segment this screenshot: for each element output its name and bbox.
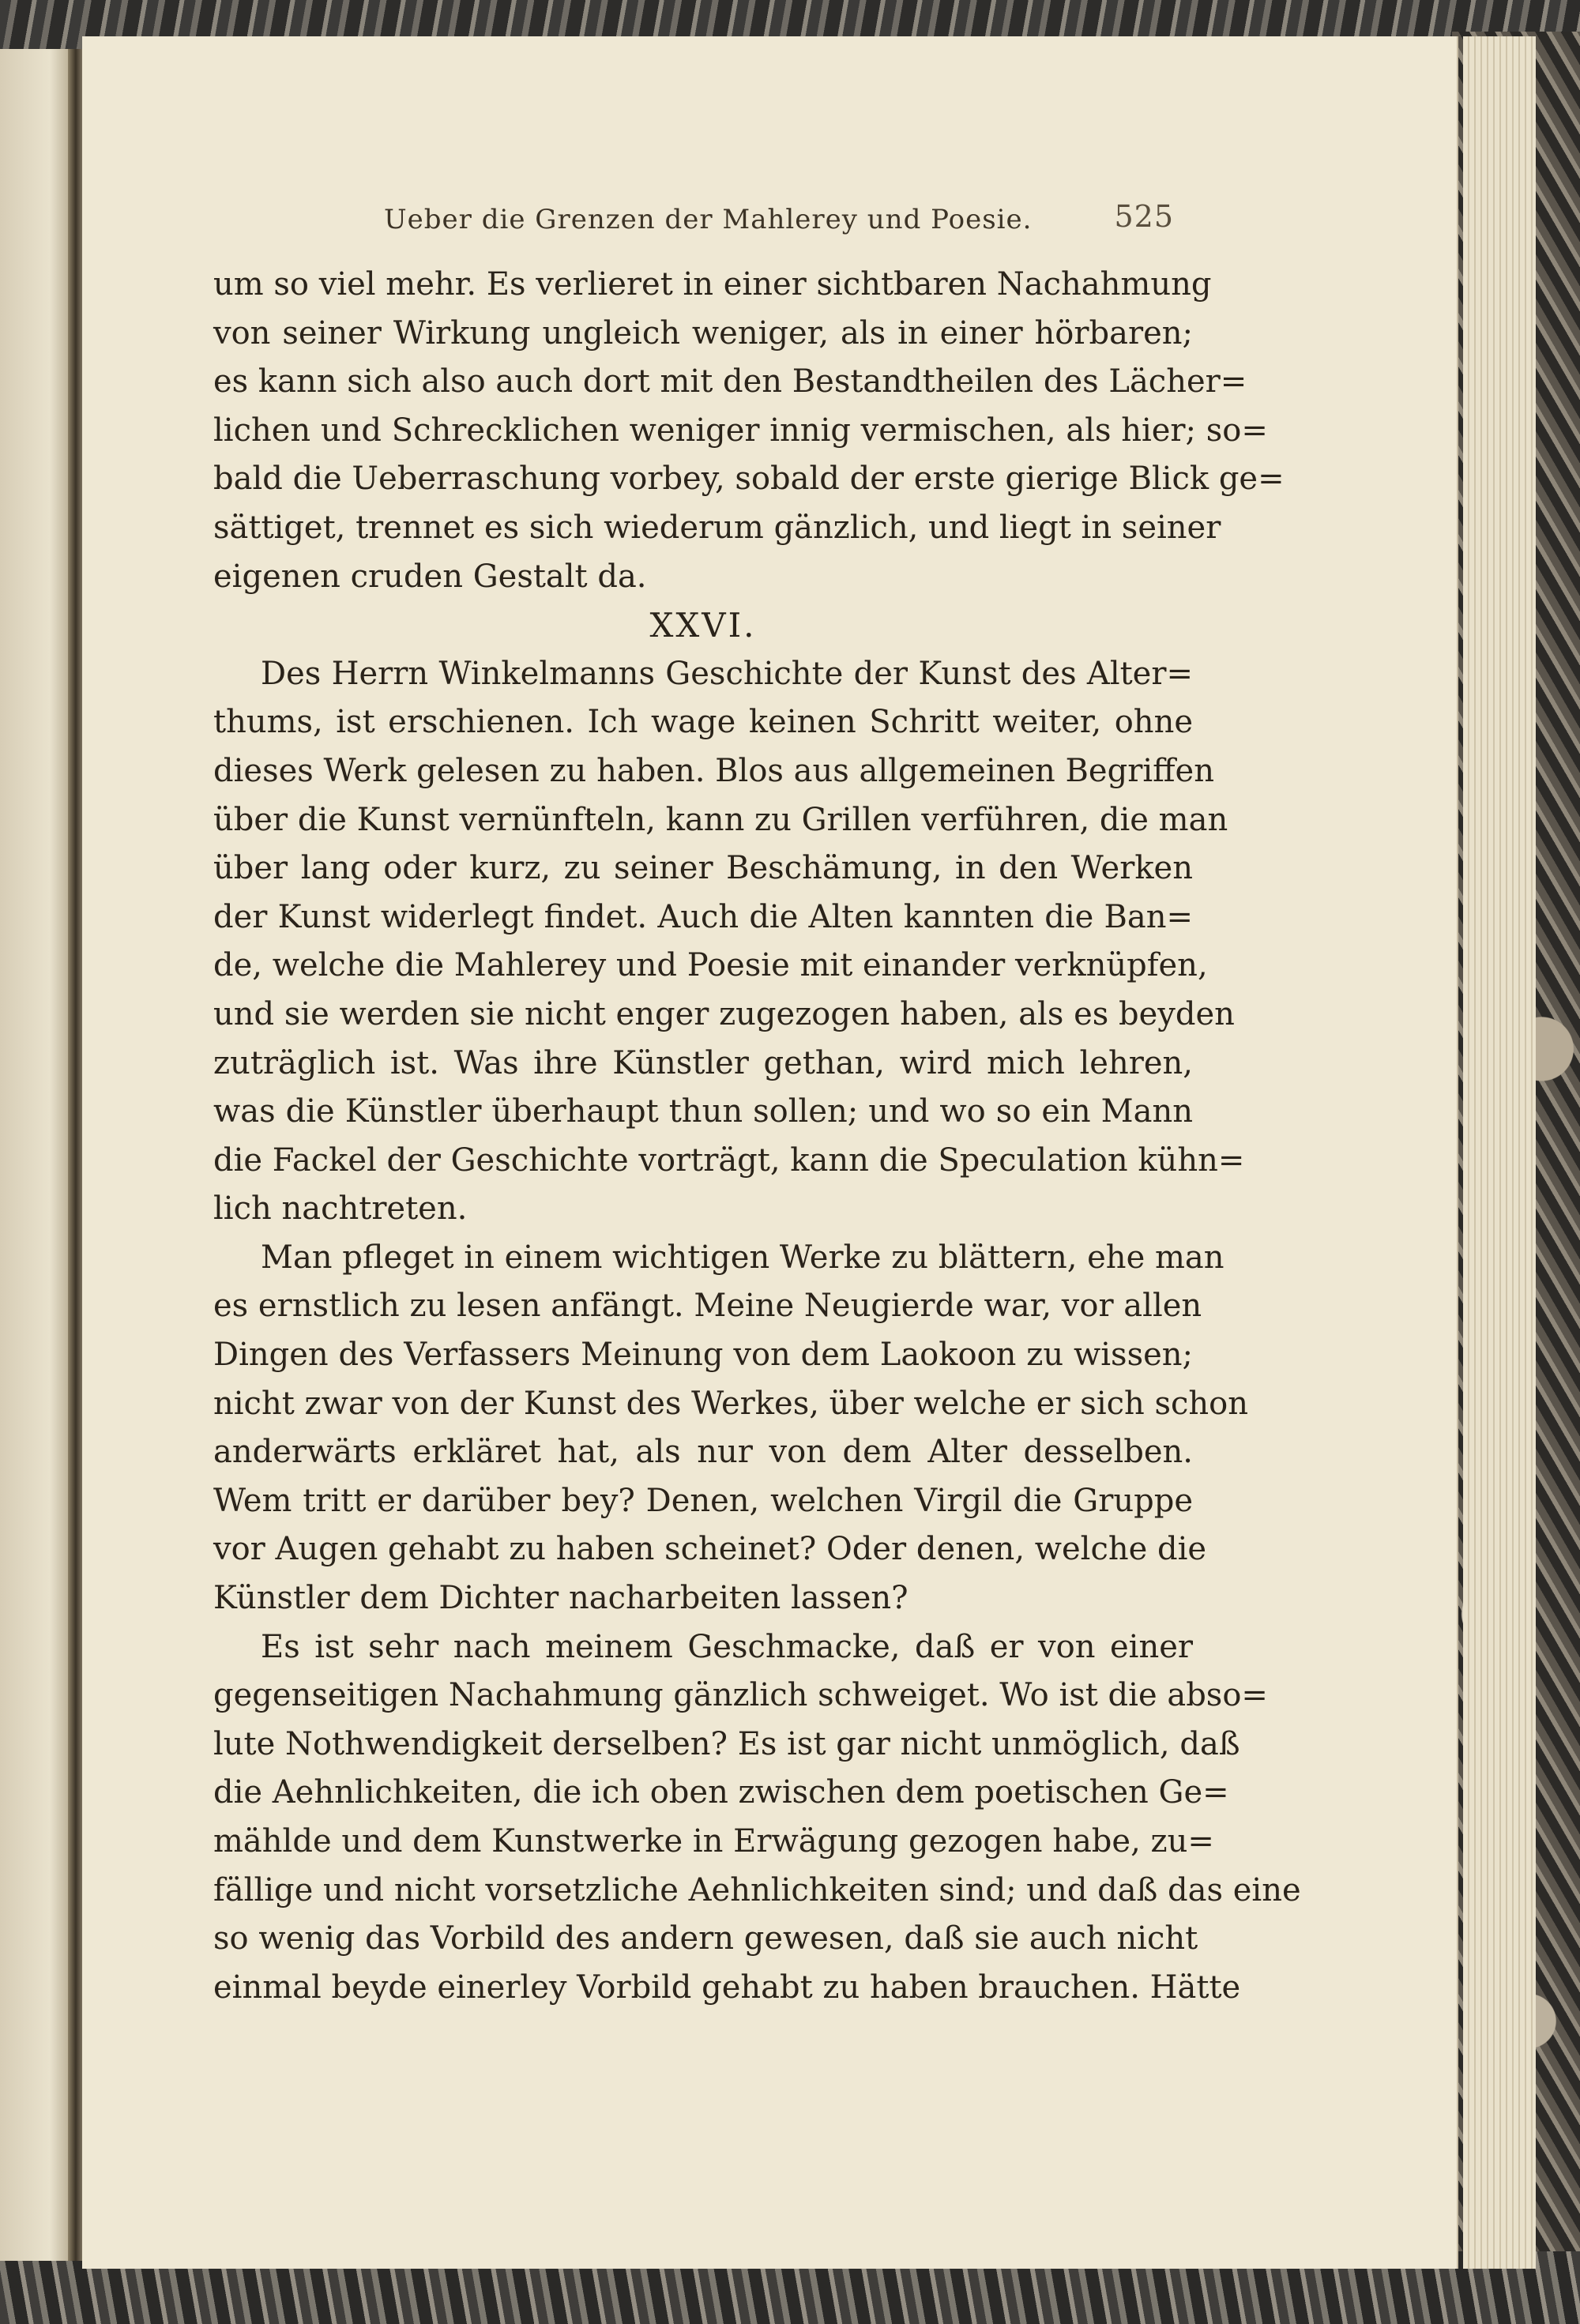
facing-page-edge	[0, 49, 71, 2261]
text-line: über die Kunst vernünfteln, kann zu Grillen verführen, die man	[213, 801, 1228, 838]
text-line: Künstler dem Dichter nacharbeiten lassen?	[213, 1580, 908, 1617]
text-line: Man pfleget in einem wichtigen Werke zu blättern, ehe man	[261, 1239, 1224, 1276]
text-line: gegenseitigen Nachahmung gänzlich schweiget. Wo ist die abso=	[213, 1677, 1268, 1714]
text-line: die Fackel der Geschichte vorträgt, kann die Speculation kühn=	[213, 1141, 1245, 1179]
text-line: es kann sich also auch dort mit den Bestandtheilen des Lächer=	[213, 363, 1247, 400]
text-line: sättiget, trennet es sich wiederum gänzlich, und liegt in seiner	[213, 509, 1221, 546]
text-line: Dingen des Verfassers Meinung von dem Laokoon zu wissen;	[213, 1337, 1193, 1374]
text-line: mählde und dem Kunstwerke in Erwägung gezogen habe, zu=	[213, 1823, 1214, 1860]
text-line: Wem tritt er darüber bey? Denen, welchen Virgil die Gruppe	[213, 1482, 1193, 1519]
text-line: was die Künstler überhaupt thun sollen; und wo so ein Mann	[213, 1093, 1193, 1130]
text-line: der Kunst widerlegt findet. Auch die Alten kannten die Ban=	[213, 898, 1193, 935]
text-line: Es ist sehr nach meinem Geschmacke, daß er von einer	[261, 1628, 1193, 1665]
text-line: so wenig das Vorbild des andern gewesen, daß sie auch nicht	[213, 1920, 1198, 1957]
text-line: Des Herrn Winkelmanns Geschichte der Kunst des Alter=	[261, 655, 1193, 692]
text-line: einmal beyde einerley Vorbild gehabt zu haben brauchen. Hätte	[213, 1969, 1241, 2006]
page-number: 525	[1114, 199, 1174, 234]
running-head: Ueber die Grenzen der Mahlerey und Poesie.	[384, 204, 1033, 235]
text-line: zuträglich ist. Was ihre Künstler gethan, wird mich lehren,	[213, 1044, 1193, 1081]
text-line: über lang oder kurz, zu seiner Beschämung, in den Werken	[213, 850, 1193, 887]
text-line: lute Nothwendigkeit derselben? Es ist gar nicht unmöglich, daß	[213, 1725, 1240, 1762]
text-line: de, welche die Mahlerey und Poesie mit einander verknüpfen,	[213, 947, 1208, 984]
text-line: es ernstlich zu lesen anfängt. Meine Neugierde war, vor allen	[213, 1288, 1202, 1325]
text-line: und sie werden sie nicht enger zugezogen haben, als es beyden	[213, 995, 1235, 1032]
text-line: bald die Ueberraschung vorbey, sobald der erste gierige Blick ge=	[213, 461, 1285, 498]
text-line: nicht zwar von der Kunst des Werkes, über welche er sich schon	[213, 1385, 1249, 1422]
text-line: dieses Werk gelesen zu haben. Blos aus allgemeinen Begriffen	[213, 752, 1214, 789]
section-heading: XXVI.	[649, 606, 757, 645]
text-line: lichen und Schrecklichen weniger innig vermischen, als hier; so=	[213, 412, 1268, 449]
text-line: anderwärts erkläret hat, als nur von dem Alter desselben.	[213, 1434, 1193, 1471]
text-line: fällige und nicht vorsetzliche Aehnlichkeiten sind; und daß das eine	[213, 1871, 1301, 1908]
text-line: lich nachtreten.	[213, 1190, 468, 1228]
text-line: die Aehnlichkeiten, die ich oben zwischen dem poetischen Ge=	[213, 1774, 1229, 1811]
page-header	[297, 199, 1174, 245]
text-line: eigenen cruden Gestalt da.	[213, 558, 647, 595]
page-fore-edge	[1463, 36, 1536, 2269]
text-line: von seiner Wirkung ungleich weniger, als in einer hörbaren;	[213, 314, 1193, 352]
text-line: vor Augen gehabt zu haben scheinet? Oder denen, welche die	[213, 1531, 1207, 1568]
text-line: thums, ist erschienen. Ich wage keinen Schritt weiter, ohne	[213, 704, 1193, 741]
text-line: um so viel mehr. Es verlieret in einer sichtbaren Nachahmung	[213, 266, 1212, 303]
body-text	[213, 261, 1301, 2012]
